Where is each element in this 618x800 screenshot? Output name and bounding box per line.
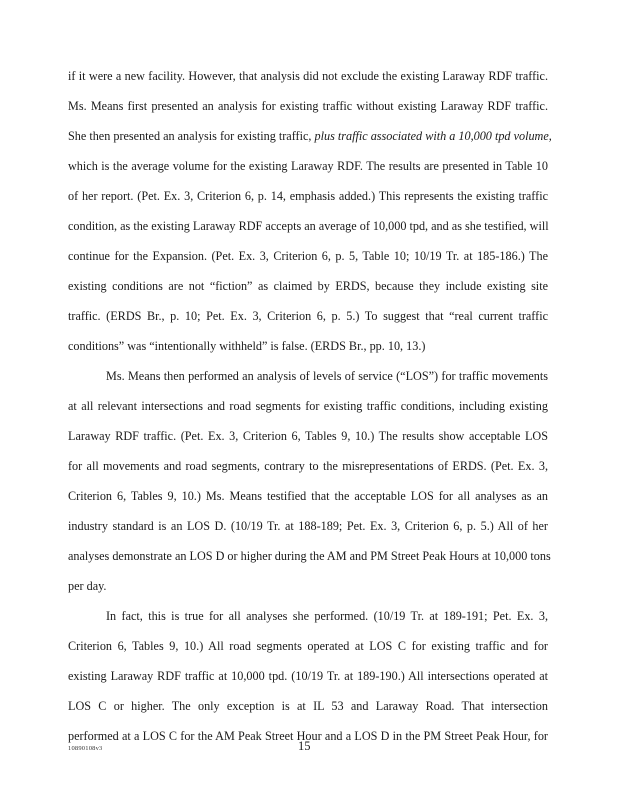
body-line-3-roman: She then presented an analysis for existing traffic, xyxy=(68,129,315,143)
body-line-3-italic: plus traffic associated with a 10,000 tpd volume, xyxy=(314,129,552,143)
body-line-17: analyses demonstrate an LOS D or higher during the AM and PM Street Peak Hours at 10,000 tons xyxy=(68,549,551,563)
body-line-5: of her report. (Pet. Ex. 3, Criterion 6, p. 14, emphasis added.) This represents the existing traffic xyxy=(68,189,548,203)
body-line-3 xyxy=(68,128,552,144)
body-line-6: condition, as the existing Laraway RDF accepts an average of 10,000 tpd, and as she testified, will xyxy=(68,219,549,233)
body-line-18: per day. xyxy=(68,579,107,593)
body-line-1: if it were a new facility. However, that analysis did not exclude the existing Laraway RDF traffic. xyxy=(68,69,548,83)
body-line-12: at all relevant intersections and road segments for existing traffic conditions, including existing xyxy=(68,399,548,413)
document-id-footer: 10890108v3 xyxy=(68,745,103,752)
body-line-10: conditions” was “intentionally withheld” is false. (ERDS Br., pp. 10, 13.) xyxy=(68,339,426,353)
body-line-19: In fact, this is true for all analyses she performed. (10/19 Tr. at 189-191; Pet. Ex. 3, xyxy=(106,609,548,623)
body-line-11: Ms. Means then performed an analysis of levels of service (“LOS”) for traffic movements xyxy=(106,369,548,383)
body-line-21: existing Laraway RDF traffic at 10,000 tpd. (10/19 Tr. at 189-190.) All intersections operated at xyxy=(68,669,548,683)
body-line-23: performed at a LOS C for the AM Peak Street Hour and a LOS D in the PM Street Peak Hour, for xyxy=(68,729,548,743)
body-line-16: industry standard is an LOS D. (10/19 Tr. at 188-189; Pet. Ex. 3, Criterion 6, p. 5.) All of her xyxy=(68,519,548,533)
body-line-9: traffic. (ERDS Br., p. 10; Pet. Ex. 3, Criterion 6, p. 5.) To suggest that “real current traffic xyxy=(68,309,548,323)
body-line-4: which is the average volume for the existing Laraway RDF. The results are presented in Table 10 xyxy=(68,159,548,173)
body-line-20: Criterion 6, Tables 9, 10.) All road segments operated at LOS C for existing traffic and for xyxy=(68,639,548,653)
page-number: 15 xyxy=(298,739,311,753)
body-line-14: for all movements and road segments, contrary to the misrepresentations of ERDS. (Pet. Ex. 3, xyxy=(68,459,548,473)
body-line-15: Criterion 6, Tables 9, 10.) Ms. Means testified that the acceptable LOS for all analyses as an xyxy=(68,489,548,503)
body-line-8: existing conditions are not “fiction” as claimed by ERDS, because they include existing site xyxy=(68,279,548,293)
body-line-7: continue for the Expansion. (Pet. Ex. 3, Criterion 6, p. 5, Table 10; 10/19 Tr. at 185-186.) The xyxy=(68,249,548,263)
body-line-22: LOS C or higher. The only exception is at IL 53 and Laraway Road. That intersection xyxy=(68,699,548,713)
body-line-2: Ms. Means first presented an analysis for existing traffic without existing Laraway RDF traffic. xyxy=(68,99,548,113)
body-line-13: Laraway RDF traffic. (Pet. Ex. 3, Criterion 6, Tables 9, 10.) The results show acceptable LOS xyxy=(68,429,548,443)
